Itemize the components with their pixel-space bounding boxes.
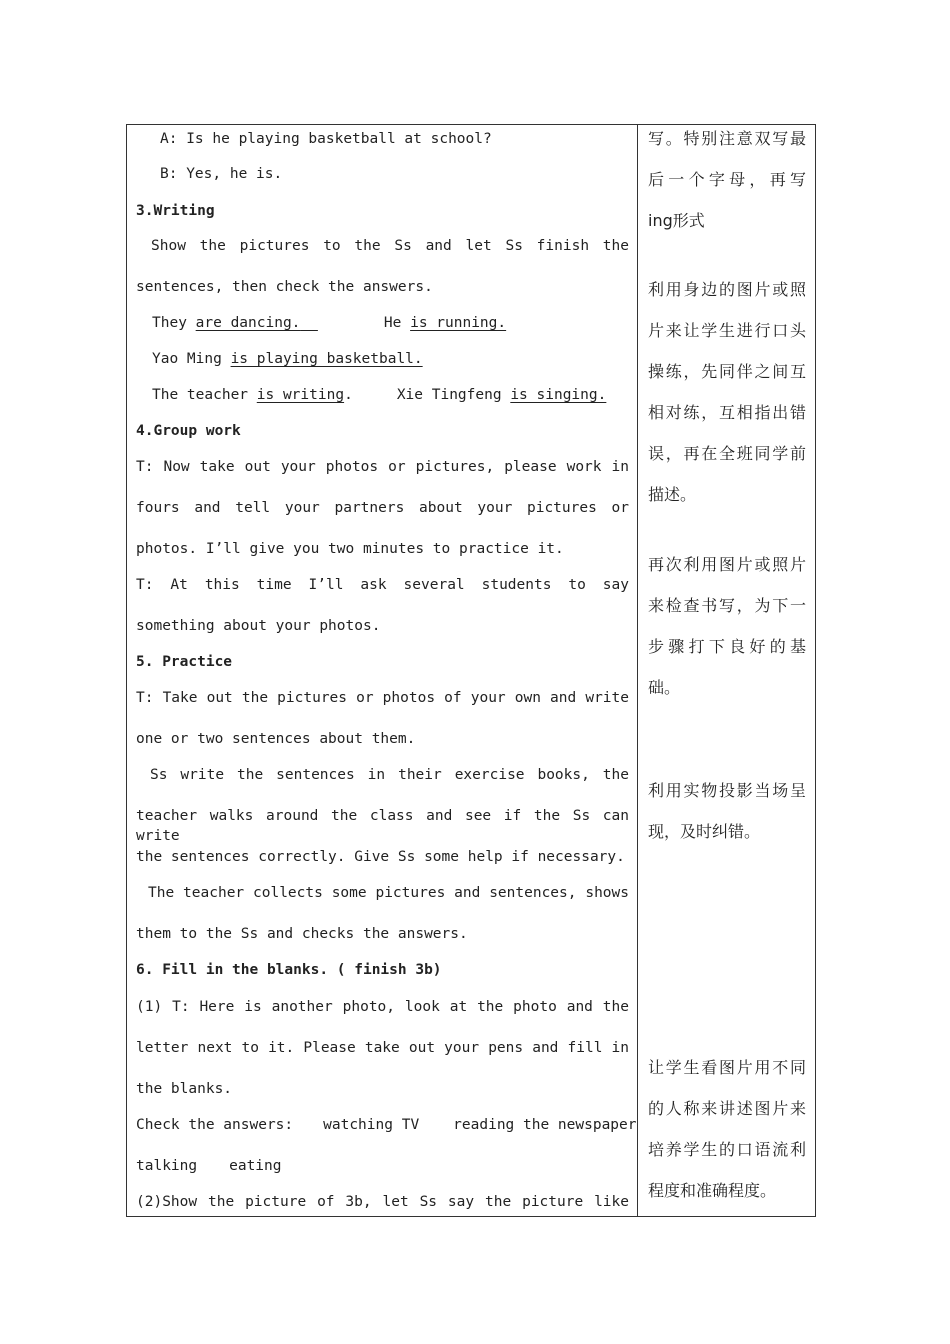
example-subject: He [383,315,411,331]
note-line: 现，及时纠错。 [648,822,761,841]
example-sentence-row-3: The teacher is writing. Xie Tingfeng is singing. [152,387,607,403]
procedure-column [127,125,637,1216]
section-heading-group-work: 4.Group work [136,423,241,439]
practice-line: The teacher collects some pictures and sentences, shows [148,885,629,901]
group-work-line: something about your photos. [136,618,381,634]
note-line: 后一个字母，再写 [648,170,806,189]
note-line: 写。特别注意双写最 [648,129,806,148]
example-sentence-row-2 [152,349,629,369]
answer-item: talking [136,1158,198,1174]
note-line: ing形式 [648,211,705,230]
answer-item: eating [229,1158,282,1174]
answer-blank: is singing. [510,387,607,403]
note-line: 利用身边的图片或照 [648,280,806,299]
section-heading-writing: 3.Writing [136,203,215,219]
note-line: 来检查书写，为下一 [648,596,806,615]
section-heading-practice: 5. Practice [136,654,233,670]
example-subject: The teacher [152,387,257,403]
note-line: 再次利用图片或照片 [648,555,806,574]
dialogue-line-a: A: Is he playing basketball at school? [160,131,492,147]
lesson-plan-table [126,124,816,1217]
note-line: 的人称来讲述图片来 [648,1099,806,1118]
practice-line: them to the Ss and checks the answers. [136,926,468,942]
answer-blank: is running. [410,315,507,331]
note-line: 操练，先同伴之间互 [648,362,806,381]
note-line: 础。 [648,678,681,697]
answer-item: reading the newspaper [453,1117,637,1133]
answer-item: watching TV [323,1117,420,1133]
note-line: 相对练，互相指出错 [648,403,806,422]
section-heading-fill-blanks: 6. Fill in the blanks. ( finish 3b) [136,962,442,978]
note-line: 程度和准确程度。 [648,1181,777,1200]
fill-blanks-line: (2)Show the picture of 3b, let Ss say the picture like [136,1194,629,1210]
note-line: 误，再在全班同学前 [648,444,806,463]
notes-column [638,125,816,1216]
answer-blank: are dancing. [195,315,301,331]
dialogue-line-b: B: Yes, he is. [160,166,283,182]
example-sentence-row-1 [152,313,629,333]
writing-instruction-cont: sentences, then check the answers. [136,279,433,295]
group-work-line: T: At this time I’ll ask several students to say [136,577,629,593]
example-subject: Xie Tingfeng [396,387,511,403]
fill-blanks-line: (1) T: Here is another photo, look at the photo and the [136,999,629,1015]
fill-blanks-line: letter next to it. Please take out your pens and fill in [136,1040,629,1056]
practice-line: teacher walks around the class and see if the Ss can write [136,808,629,844]
practice-line: Ss write the sentences in their exercise books, the [150,767,629,783]
example-subject: Yao Ming [152,351,231,367]
answers-row-1 [136,1115,637,1135]
answer-blank: is writing [256,387,345,403]
answers-row-2 [136,1156,629,1176]
note-line: 培养学生的口语流利 [648,1140,806,1159]
note-line: 利用实物投影当场呈 [648,781,806,800]
practice-line: one or two sentences about them. [136,731,416,747]
practice-line: T: Take out the pictures or photos of your own and write [136,690,629,706]
example-subject: They [152,315,196,331]
answers-label: Check the answers: [136,1117,294,1133]
group-work-line: photos. I’ll give you two minutes to practice it. [136,541,564,557]
group-work-line: fours and tell your partners about your pictures or [136,500,629,516]
writing-instruction: Show the pictures to the Ss and let Ss finish the [151,238,629,254]
group-work-line: T: Now take out your photos or pictures, please work in [136,459,629,475]
note-line: 描述。 [648,485,697,504]
note-line: 片来让学生进行口头 [648,321,806,340]
answer-blank: is playing basketball. [230,351,423,367]
note-line: 让学生看图片用不同 [648,1058,806,1077]
note-line: 步骤打下良好的基 [648,637,806,656]
practice-line: the sentences correctly. Give Ss some help if necessary. [136,849,625,865]
fill-blanks-line: the blanks. [136,1081,233,1097]
